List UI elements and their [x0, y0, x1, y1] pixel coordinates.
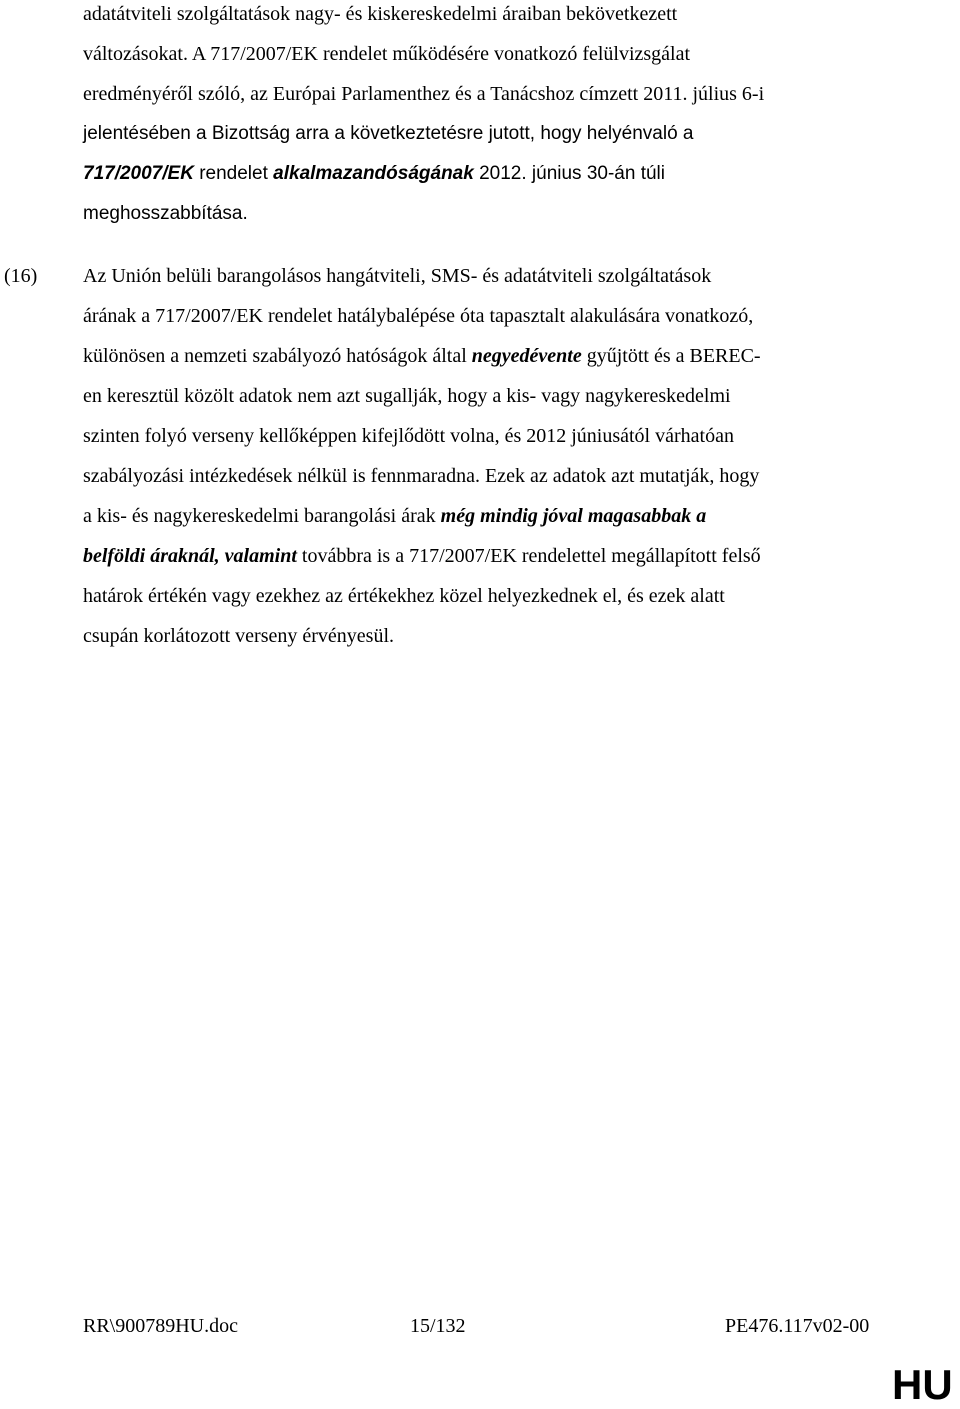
intro-line-2: változásokat. A 717/2007/EK rendelet működésére vonatkozó felülvizsgálat — [83, 43, 691, 65]
intro-line-5-text: rendelet — [193, 163, 274, 184]
paragraph-line-1: Az Unión belüli barangolásos hangátviteli, SMS- és adatátviteli szolgáltatások — [83, 265, 712, 287]
paragraph-line-8-end: továbbra is a 717/2007/EK rendelettel megállapított felső — [296, 545, 761, 567]
paragraph-line-8 — [83, 536, 883, 576]
paragraph-line-5: szinten folyó verseny kellőképpen kifejlődött volna, és 2012 júniusától várhatóan — [83, 425, 734, 447]
paragraph-line-3-end: gyűjtött és a BEREC- — [581, 345, 761, 367]
footer-page-number: 15/132 — [410, 1315, 466, 1337]
paragraph-line-3 — [83, 336, 883, 376]
intro-paragraph-continuation — [83, 0, 883, 234]
paragraph-line-6: szabályozási intézkedések nélkül is fennmaradna. Ezek az adatok azt mutatják, hogy — [83, 465, 760, 487]
intro-line-5-tail: 2012. június 30-án túli — [473, 163, 665, 184]
paragraph-16-body — [83, 256, 883, 656]
language-code: HU — [892, 1361, 953, 1408]
domestic-prices-emphasis: belföldi áraknál, valamint — [83, 545, 297, 567]
higher-prices-emphasis: még mindig jóval magasabbak a — [440, 505, 707, 527]
intro-line-4: jelentésében a Bizottság arra a következtetésre jutott, hogy helyénvaló a — [83, 123, 694, 144]
paragraph-line-10: csupán korlátozott verseny érvényesül. — [83, 625, 395, 647]
regulation-ref-emphasis: 717/2007/EK — [83, 163, 194, 184]
intro-line-5 — [83, 154, 883, 194]
intro-line-6: meghosszabbítása. — [83, 203, 248, 224]
paragraph-line-7-start: a kis- és nagykereskedelmi barangolási árak — [83, 505, 441, 527]
page-footer — [0, 1311, 960, 1341]
paragraph-line-3-start: különösen a nemzeti szabályozó hatóságok által — [83, 345, 472, 367]
paragraph-line-7 — [83, 496, 883, 536]
applicability-emphasis: alkalmazandóságának — [273, 163, 474, 184]
footer-doc-reference: RR\900789HU.doc — [83, 1315, 238, 1337]
paragraph-line-9: határok értékén vagy ezekhez az értékekhez közel helyezkednek el, és ezek alatt — [83, 585, 725, 607]
intro-line-1: adatátviteli szolgáltatások nagy- és kiskereskedelmi áraiban bekövetkezett — [83, 3, 678, 25]
paragraph-line-4: en keresztül közölt adatok nem azt sugallják, hogy a kis- vagy nagykereskedelmi — [83, 385, 731, 407]
quarterly-emphasis: negyedévente — [471, 345, 582, 367]
paragraph-line-2: árának a 717/2007/EK rendelet hatálybalépése óta tapasztalt alakulására vonatkozó, — [83, 305, 754, 327]
intro-line-3: eredményéről szóló, az Európai Parlamenthez és a Tanácshoz címzett 2011. július 6-i — [83, 83, 765, 105]
footer-pe-reference: PE476.117v02-00 — [725, 1315, 870, 1337]
paragraph-number: (16) — [4, 265, 38, 287]
